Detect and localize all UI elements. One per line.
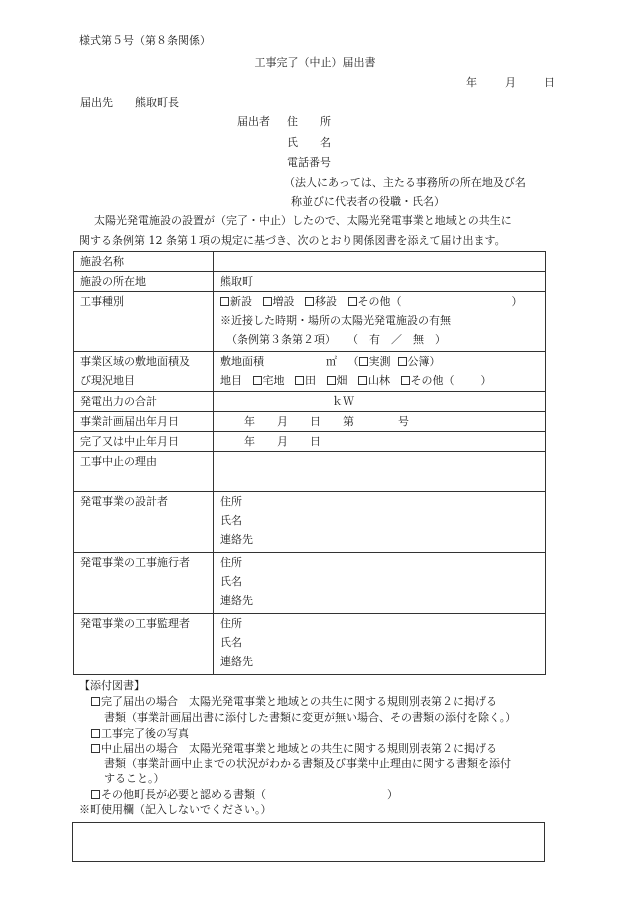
area-label [74, 352, 214, 392]
notifier-label: 届出者 [237, 115, 270, 128]
corp-note-line1: （法人にあっては、主たる事務所の所在地及び名 [284, 176, 526, 189]
intro-line2: 関する条例第 12 条第１項の規定に基づき、次のとおり関係図書を添えて届け出ます。 [79, 234, 506, 247]
contractor-name[interactable]: 氏名 [220, 575, 242, 588]
attachment-completion-line2: 書類（事業計画届出書に添付した書類に変更が無い場合、その書類の添付を除く。） [104, 711, 517, 724]
supervisor-name[interactable]: 氏名 [220, 636, 242, 649]
attachment-suspension [91, 742, 497, 756]
checkbox-forest[interactable] [358, 376, 367, 385]
checkbox-land-other[interactable] [401, 376, 410, 385]
attachments-heading: 【添付図書】 [79, 679, 145, 692]
checkbox-paddy[interactable] [295, 376, 304, 385]
contractor-cell [214, 553, 546, 614]
addressee [80, 96, 179, 110]
area-open: （ [347, 355, 359, 368]
location-label: 施設の所在地 [74, 272, 214, 292]
attachment-suspension-line1: 中止届出の場合 太陽光発電事業と地域との共生に関する規則別表第２に掲げる [101, 742, 497, 755]
checkbox-attachment-suspension[interactable] [91, 744, 100, 753]
date-line [466, 76, 555, 90]
location-value[interactable]: 熊取町 [214, 272, 546, 292]
intro-line1: 太陽光発電施設の設置が（完了・中止）したので、太陽光発電事業と地域との共生に [94, 214, 512, 227]
option-relocate: 移設 [315, 295, 337, 308]
date-month: 月 [505, 76, 516, 89]
checkbox-other[interactable] [348, 297, 357, 306]
checkbox-attachment-other[interactable] [91, 790, 100, 799]
option-forest: 山林 [368, 374, 390, 387]
contractor-contact[interactable]: 連絡先 [220, 594, 253, 607]
supervisor-contact[interactable]: 連絡先 [220, 655, 253, 668]
addressee-label: 届出先 [80, 96, 113, 109]
checkbox-registry[interactable] [398, 357, 407, 366]
date-day: 日 [544, 76, 555, 89]
form-number: 様式第５号（第８条関係） [79, 34, 211, 47]
checkbox-new[interactable] [220, 297, 229, 306]
work-type-label: 工事種別 [74, 292, 214, 352]
reason-value[interactable] [214, 452, 546, 492]
option-land-other: その他（ [410, 374, 455, 387]
area-close: ） [429, 355, 441, 368]
facility-name-value[interactable] [214, 252, 546, 272]
reason-label: 工事中止の理由 [74, 452, 214, 492]
land-line [220, 371, 545, 390]
option-residential: 宅地 [262, 374, 285, 387]
land-other-close: ） [480, 374, 492, 387]
output-label: 発電出力の合計 [74, 392, 214, 412]
attachment-other-text: その他町長が必要と認める書類（ ） [101, 788, 398, 801]
plan-date-label: 事業計画届出年月日 [74, 412, 214, 432]
designer-contact[interactable]: 連絡先 [220, 533, 253, 546]
option-expand: 増設 [272, 295, 295, 308]
town-use-box [72, 822, 545, 862]
supervisor-cell [214, 614, 546, 675]
work-type-cell [214, 292, 546, 352]
option-registry: 公簿 [407, 355, 430, 368]
designer-label: 発電事業の設計者 [74, 492, 214, 553]
supervisor-label: 発電事業の工事監理者 [74, 614, 214, 675]
notifier-phone-label: 電話番号 [287, 156, 331, 169]
area-cell [214, 352, 546, 392]
option-paddy: 田 [305, 374, 316, 387]
area-label-line1: 事業区域の敷地面積及 [80, 355, 190, 368]
checkbox-attachment-completion[interactable] [91, 697, 100, 706]
area-text: 敷地面積 [220, 355, 264, 368]
report-table [73, 251, 546, 675]
designer-name[interactable]: 氏名 [220, 514, 242, 527]
attachment-other [91, 788, 398, 802]
checkbox-field[interactable] [327, 376, 336, 385]
attachment-suspension-line2: 書類（事業計画中止までの状況がわかる書類及び事業中止理由に関する書類を添付 [104, 757, 511, 770]
attachment-photos-text: 工事完了後の写真 [101, 727, 189, 740]
nearby-note: ※近接した時期・場所の太陽光発電施設の有無 [220, 314, 451, 327]
contractor-address[interactable]: 住所 [220, 556, 242, 569]
option-new: 新設 [230, 295, 252, 308]
area-label-line2: び現況地目 [80, 374, 135, 387]
corp-note-line2: 称並びに代表者の役職・氏名） [291, 195, 445, 208]
checkbox-measured[interactable] [359, 357, 368, 366]
option-other: その他（ [357, 295, 402, 308]
area-line [220, 352, 545, 371]
checkbox-residential[interactable] [253, 376, 262, 385]
checkbox-relocate[interactable] [305, 297, 314, 306]
area-unit: ㎡ [326, 355, 337, 368]
date-year: 年 [466, 76, 477, 89]
facility-name-label: 施設名称 [74, 252, 214, 272]
attachment-completion [91, 695, 497, 709]
designer-cell [214, 492, 546, 553]
addressee-value: 熊取町長 [135, 96, 179, 109]
output-value[interactable]: ｋＷ [214, 392, 546, 412]
done-date-value[interactable]: 年 月 日 [214, 432, 546, 452]
plan-date-value[interactable]: 年 月 日 第 号 [214, 412, 546, 432]
attachment-completion-line1: 完了届出の場合 太陽光発電事業と地域との共生に関する規則別表第２に掲げる [101, 695, 497, 708]
work-type-options [220, 292, 545, 311]
designer-address[interactable]: 住所 [220, 495, 242, 508]
checkbox-attachment-photos[interactable] [91, 729, 100, 738]
document-title: 工事完了（中止）届出書 [254, 56, 376, 69]
attachment-photos [91, 727, 189, 741]
notifier-name-label: 氏 名 [287, 136, 331, 149]
supervisor-address[interactable]: 住所 [220, 617, 242, 630]
town-use-label: ※町使用欄（記入しないでください。） [79, 803, 272, 816]
contractor-label: 発電事業の工事施行者 [74, 553, 214, 614]
option-other-close: ） [511, 295, 523, 308]
checkbox-expand[interactable] [263, 297, 272, 306]
nearby-clause: （条例第３条第２項） （ 有 ／ 無 ） [226, 333, 446, 346]
attachment-suspension-line3: すること。） [104, 772, 165, 785]
notifier-address-label: 住 所 [287, 115, 331, 128]
land-label: 地目 [220, 374, 242, 387]
option-field: 畑 [336, 374, 348, 387]
done-date-label: 完了又は中止年月日 [74, 432, 214, 452]
option-measured: 実測 [368, 355, 391, 368]
